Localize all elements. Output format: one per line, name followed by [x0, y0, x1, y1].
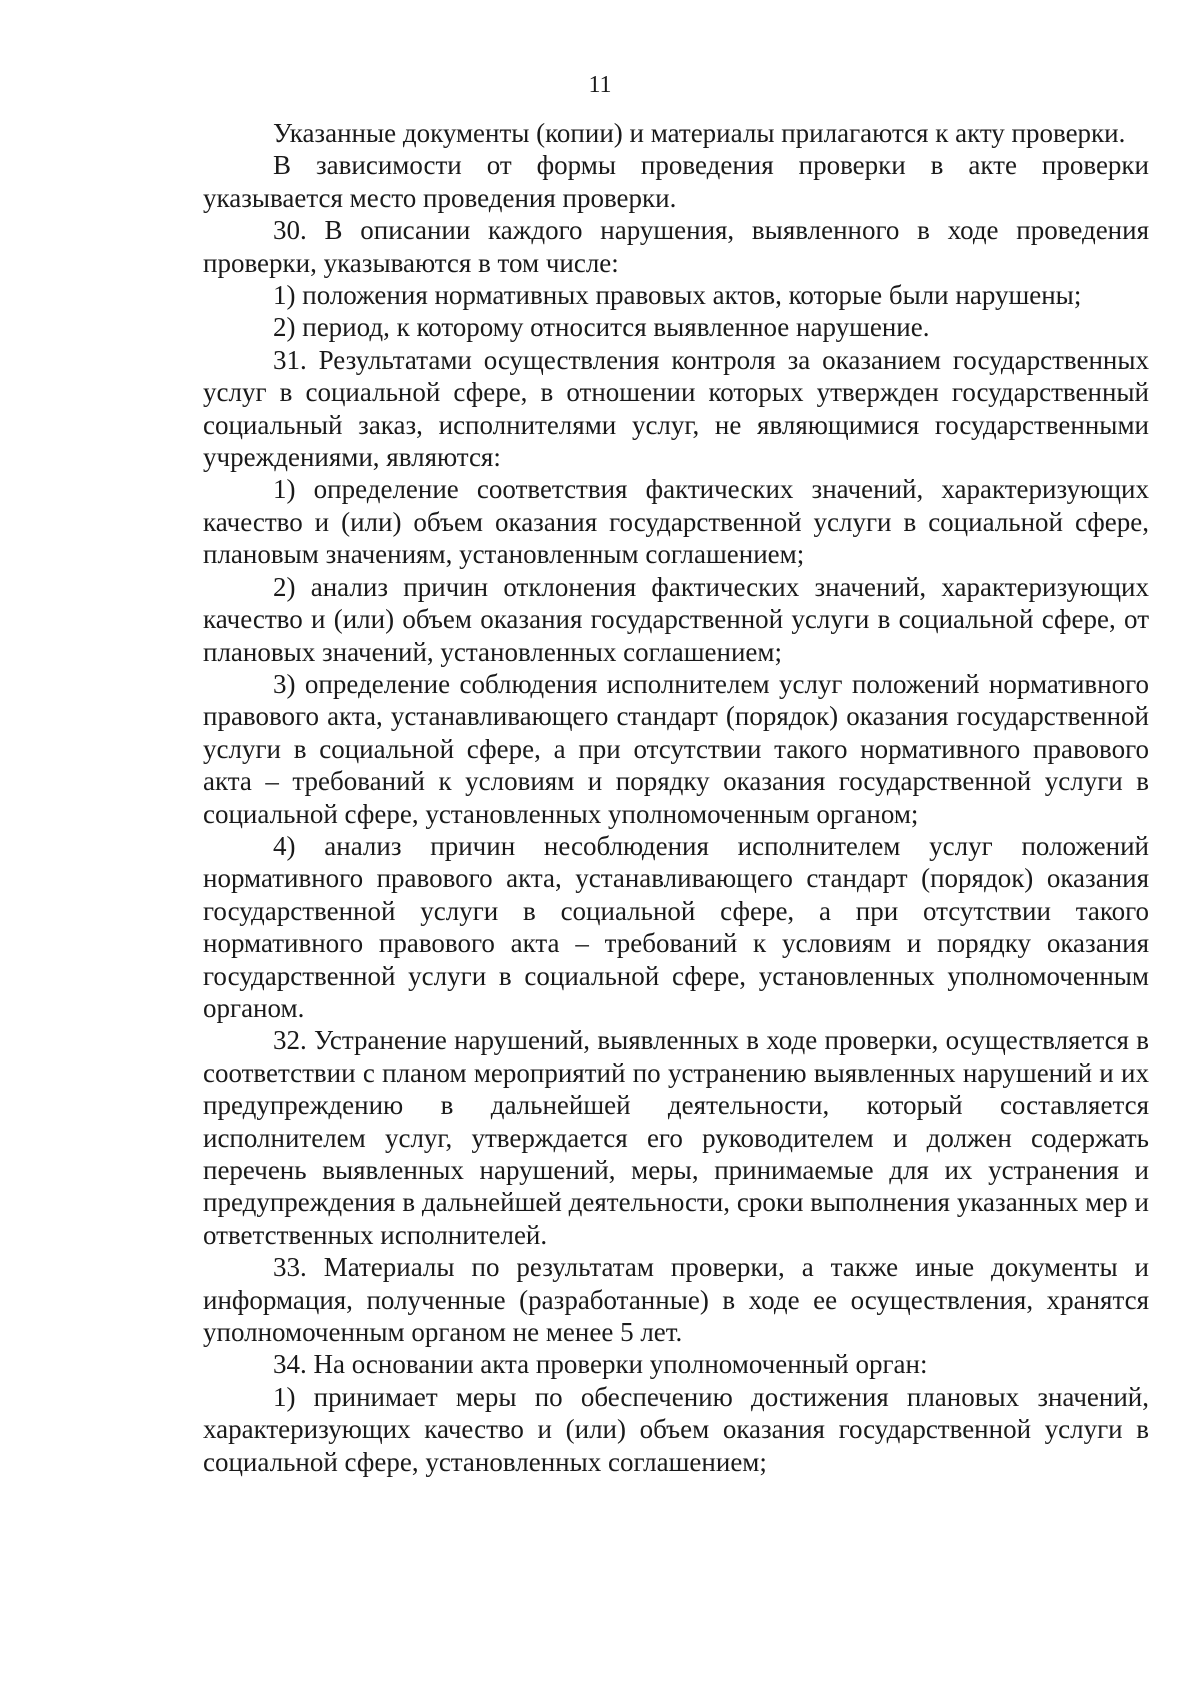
clause-34-item-1: 1) принимает меры по обеспечению достижения плановых значений, характеризующих качество и (или) объем оказания государственной услуги в социальной сфере, установленных соглашением;: [203, 1381, 1149, 1477]
clause-30-item-2: 2) период, к которому относится выявленное нарушение.: [273, 312, 930, 343]
clause-31-item-4: 4) анализ причин несоблюдения исполнителем услуг положений нормативного правового акта, устанавливающего стандарт (порядок) оказания государственной услуги в социальной сфере, а при отсутствии такого нормативного правового акта – требований к условиям и порядку оказания государственной услуги в социальной сфере, установленных уполномоченным органом.: [203, 830, 1149, 1023]
clause-31-item-2: 2) анализ причин отклонения фактических значений, характеризующих качество и (или) объем оказания государственной услуги в социальной сфере, от плановых значений, установленных соглашением;: [203, 571, 1149, 667]
clause-32: 32. Устранение нарушений, выявленных в ходе проверки, осуществляется в соответствии с планом мероприятий по устранению выявленных нарушений и их предупреждению в дальнейшей деятельности, который составляется исполнителем услуг, утверждается его руководителем и должен содержать перечень выявленных нарушений, меры, принимаемые для их устранения и предупреждения в дальнейшей деятельности, сроки выполнения указанных мер и ответственных исполнителей.: [203, 1025, 1149, 1250]
document-body: [203, 117, 1149, 1478]
clause-31-item-1: 1) определение соответствия фактических значений, характеризующих качество и (или) объем оказания государственной услуги в социальной сфере, плановым значениям, установленным соглашением;: [203, 474, 1149, 570]
clause-34: 34. На основании акта проверки уполномоченный орган:: [273, 1349, 928, 1380]
paragraph-attachments: Указанные документы (копии) и материалы прилагаются к акту проверки.: [273, 118, 1126, 148]
clause-31: 31. Результатами осуществления контроля за оказанием государственных услуг в социальной сфере, в отношении которых утвержден государственный социальный заказ, исполнителями услуг, не являющимися государственными учреждениями, являются:: [203, 344, 1149, 473]
paragraph-inspection-place: В зависимости от формы проведения проверки в акте проверки указывается место проведения проверки.: [203, 150, 1149, 213]
clause-31-item-3: 3) определение соблюдения исполнителем услуг положений нормативного правового акта, устанавливающего стандарт (порядок) оказания государственной услуги в социальной сфере, а при отсутствии такого нормативного правового акта – требований к условиям и порядку оказания государственной услуги в социальной сфере, установленных уполномоченным органом;: [203, 668, 1149, 829]
clause-30-item-1: 1) положения нормативных правовых актов, которые были нарушены;: [273, 280, 1082, 311]
page-number: 11: [588, 72, 612, 98]
clause-30: 30. В описании каждого нарушения, выявленного в ходе проведения проверки, указываются в том числе:: [203, 215, 1149, 278]
clause-33: 33. Материалы по результатам проверки, а также иные документы и информация, полученные (разработанные) в ходе ее осуществления, хранятся уполномоченным органом не менее 5 лет.: [203, 1252, 1149, 1348]
